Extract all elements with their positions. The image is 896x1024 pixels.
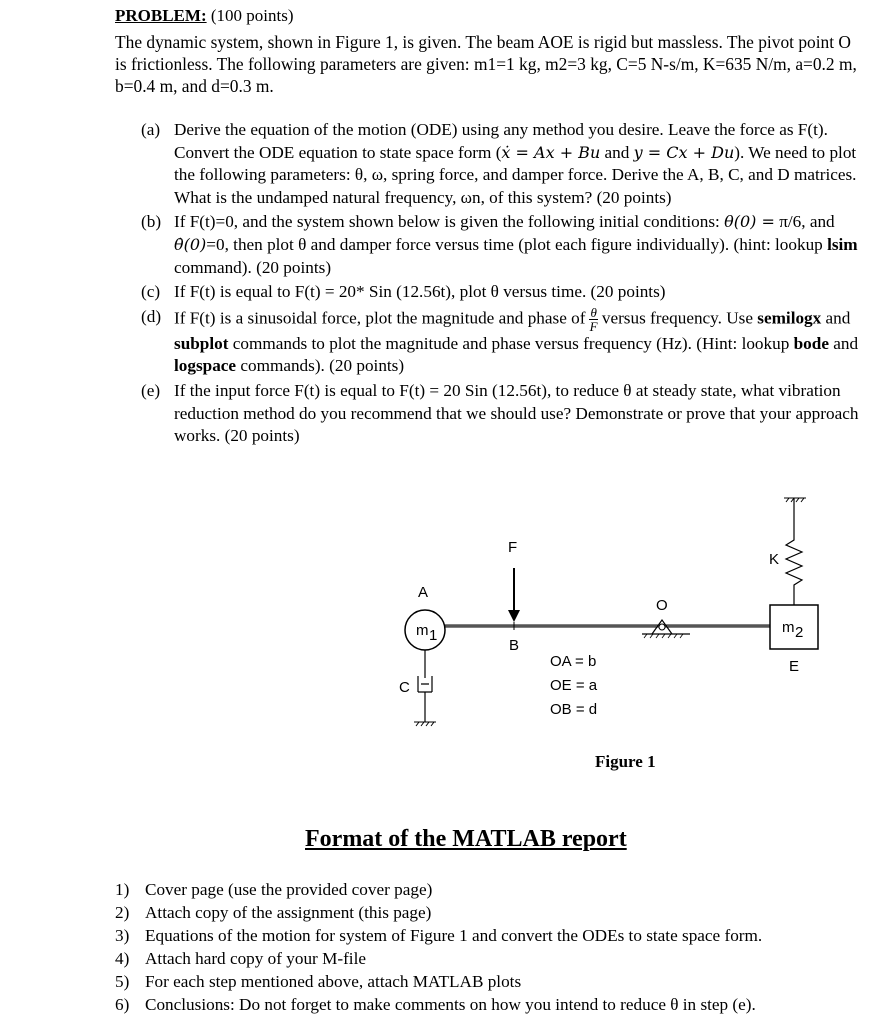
part-d <box>141 306 861 378</box>
problem-intro: The dynamic system, shown in Figure 1, is given. The beam AOE is rigid but massless. The pivot point O is frictionless. The following parameters are given: m1=1 kg, m2=3 kg, C=5 N-s/m, K=635 N/m, a=0.2 m, b=0.4 m, and d=0.3 m. <box>115 32 857 96</box>
report-item <box>115 878 875 901</box>
part-d-text-4: commands to plot the magnitude and phase versus frequency (Hz). (Hint: lookup <box>228 333 794 353</box>
part-b-theta0: θ(0) = <box>724 212 775 232</box>
part-b-text-4: command). (20 points) <box>174 257 332 277</box>
part-d-text-6: commands). (20 points) <box>236 356 405 376</box>
spring-k <box>786 498 802 605</box>
part-b-letter: (b) <box>141 212 162 232</box>
spring-ground <box>784 498 806 502</box>
fraction-numerator: θ <box>590 304 597 320</box>
report-item <box>115 947 875 970</box>
report-item <box>115 993 875 1016</box>
part-b-lsim: lsim <box>827 234 858 254</box>
damper-c <box>418 676 432 692</box>
report-item-text: Equations of the motion for system of Figure 1 and convert the ODEs to state space form. <box>145 926 763 945</box>
mass-m2-label: m <box>782 619 795 636</box>
report-item <box>115 970 875 993</box>
pivot-o-label: O <box>656 597 668 614</box>
part-a-output-eq: y = Cx + Du <box>633 142 735 162</box>
part-d-text-2: versus frequency. Use <box>601 308 758 328</box>
part-d-bode: bode <box>793 333 829 353</box>
damper-c-label: C <box>399 679 410 696</box>
report-item-text: Attach hard copy of your M-file <box>145 949 366 968</box>
dimension-oa: OA = b <box>550 653 597 670</box>
point-a-label: A <box>418 584 429 601</box>
point-e-label: E <box>789 658 800 675</box>
report-item-number: 4) <box>115 949 130 968</box>
damper-ground <box>414 722 436 726</box>
part-b-thetadot0: θ̇(0) <box>174 234 207 254</box>
part-d-text-3: and <box>821 308 851 328</box>
report-item-number: 2) <box>115 903 130 922</box>
report-item-text: Attach copy of the assignment (this page) <box>145 903 432 922</box>
part-d-text-5: and <box>828 333 859 353</box>
part-d-subplot: subplot <box>174 333 229 353</box>
theta-over-f-fraction <box>589 306 597 333</box>
part-e <box>141 380 861 448</box>
point-b-label: B <box>509 637 520 654</box>
part-a-text-3: ). We need to plot the following parameters: θ, ω, spring force, and damper force. Derive the A, B, C, and D matrices. What is the undamped natural frequency, ωn, of this system? (20 points) <box>174 142 857 207</box>
part-a-letter: (a) <box>141 120 161 139</box>
figure-1-diagram <box>380 490 860 740</box>
part-e-text: If the input force F(t) is equal to F(t) = 20 Sin (12.56t), to reduce θ at steady state, what vibration reduction method do you recommend that we should use? Demonstrate or prove that your approach works. (20 points) <box>174 380 859 446</box>
part-a <box>141 119 861 209</box>
report-item-number: 3) <box>115 926 130 945</box>
part-d-letter: (d) <box>141 306 162 326</box>
fraction-denominator: F <box>589 318 598 334</box>
mass-m2-subscript: 2 <box>795 624 804 641</box>
report-title: Format of the MATLAB report <box>305 826 627 852</box>
part-b-text-2: π/6, and <box>774 212 835 232</box>
force-f-label: F <box>508 539 518 556</box>
report-item-text: Conclusions: Do not forget to make comments on how you intend to reduce θ in step (e). <box>145 995 756 1014</box>
mass-m1-subscript: 1 <box>429 627 438 644</box>
problem-parts <box>141 119 861 450</box>
problem-points: (100 points) <box>206 6 294 25</box>
force-arrow-head <box>508 610 520 622</box>
figure-caption: Figure 1 <box>595 752 656 771</box>
report-item <box>115 901 875 924</box>
pivot-pin <box>659 624 665 630</box>
part-a-state-eq: ẋ = Ax + Bu <box>501 142 601 162</box>
part-c-letter: (c) <box>141 282 161 302</box>
report-item <box>115 924 875 947</box>
dimension-oe: OE = a <box>550 677 598 694</box>
report-item-text: For each step mentioned above, attach MATLAB plots <box>145 972 522 991</box>
report-item-number: 5) <box>115 972 130 991</box>
part-c <box>141 281 861 304</box>
mass-m1-label: m <box>416 622 429 639</box>
part-e-letter: (e) <box>141 380 161 400</box>
report-item-number: 1) <box>115 880 130 899</box>
part-c-text: If F(t) is equal to F(t) = 20* Sin (12.56t), plot θ versus time. (20 points) <box>174 282 666 302</box>
dimension-ob: OB = d <box>550 701 598 718</box>
spring-k-label: K <box>769 551 780 568</box>
part-d-logspace: logspace <box>174 356 237 376</box>
part-d-text-1: If F(t) is a sinusoidal force, plot the magnitude and phase of <box>174 308 586 328</box>
part-b <box>141 211 861 279</box>
problem-heading <box>115 5 294 27</box>
part-b-text-1: If F(t)=0, and the system shown below is given the following initial conditions: <box>174 212 725 232</box>
report-item-text: Cover page (use the provided cover page) <box>145 880 433 899</box>
report-list <box>115 878 875 1016</box>
part-b-text-3: =0, then plot θ and damper force versus time (plot each figure individually). (hint: lookup <box>206 234 828 254</box>
report-item-number: 6) <box>115 995 130 1014</box>
part-a-text-2: and <box>600 142 634 162</box>
part-d-semilogx: semilogx <box>757 308 822 328</box>
problem-label: PROBLEM: <box>115 6 207 25</box>
part-a-text-1: Derive the equation of the motion (ODE) using any method you desire. Leave the force as F(t). Convert the ODE equation to state space form ( <box>174 120 828 162</box>
